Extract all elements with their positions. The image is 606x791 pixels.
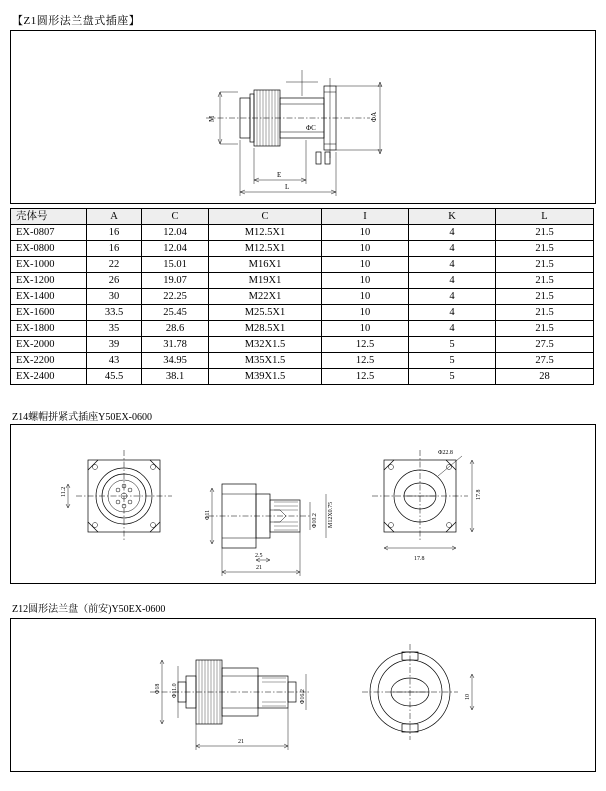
cell: EX-1000: [11, 257, 87, 273]
label-10: 10: [465, 694, 471, 700]
cell: M12.5X1: [209, 241, 322, 257]
cell: EX-1200: [11, 273, 87, 289]
label-m12x075: M12X0.75: [328, 501, 334, 528]
cell: 21.5: [496, 305, 594, 321]
cell: 4: [409, 257, 496, 273]
cell: 10: [322, 241, 409, 257]
cell: 30: [87, 289, 142, 305]
label-17-8-h: 17.8: [414, 556, 425, 562]
col-header-3: C: [209, 209, 322, 225]
cell: 4: [409, 273, 496, 289]
cell: 16: [87, 241, 142, 257]
table-row: [11, 241, 594, 257]
cell: 22: [87, 257, 142, 273]
label-21b: 21: [238, 739, 244, 745]
cell: 28.6: [142, 321, 209, 337]
cell: M16X1: [209, 257, 322, 273]
cell: 10: [322, 321, 409, 337]
cell: 10: [322, 305, 409, 321]
cell: EX-2400: [11, 369, 87, 385]
table-row: [11, 273, 594, 289]
cell: 21.5: [496, 273, 594, 289]
cell: M25.5X1: [209, 305, 322, 321]
col-header-5: K: [409, 209, 496, 225]
table-row: [11, 353, 594, 369]
cell: 45.5: [87, 369, 142, 385]
cell: 33.5: [87, 305, 142, 321]
cell: 21.5: [496, 289, 594, 305]
col-header-6: L: [496, 209, 594, 225]
label-17-8-v: 17.8: [476, 489, 482, 500]
cell: 10: [322, 273, 409, 289]
cell: 35: [87, 321, 142, 337]
label-21: 21: [256, 565, 262, 571]
label-2-5: 2.5: [255, 553, 263, 559]
cell: 28: [496, 369, 594, 385]
label-l: L: [285, 183, 290, 191]
cell: EX-0800: [11, 241, 87, 257]
table-row: [11, 369, 594, 385]
cell: M32X1.5: [209, 337, 322, 353]
section1-title: 【Z1圆形法兰盘式插座】: [12, 15, 141, 27]
cell: 4: [409, 305, 496, 321]
cell: 19.07: [142, 273, 209, 289]
table-row: [11, 289, 594, 305]
label-m: M: [208, 115, 216, 122]
z14-connector-drawing: [10, 424, 594, 582]
cell: 27.5: [496, 337, 594, 353]
cell: 43: [87, 353, 142, 369]
cell: 4: [409, 289, 496, 305]
cell: 34.95: [142, 353, 209, 369]
cell: M39X1.5: [209, 369, 322, 385]
table-row: [11, 225, 594, 241]
cell: 10: [322, 225, 409, 241]
section3-title: Z12圆形法兰盘（前安)Y50EX-0600: [12, 604, 166, 615]
cell: 16: [87, 225, 142, 241]
cell: 4: [409, 225, 496, 241]
table-row: [11, 337, 594, 353]
cell: 27.5: [496, 353, 594, 369]
label-e: E: [277, 171, 282, 179]
cell: 21.5: [496, 241, 594, 257]
cell: 15.01: [142, 257, 209, 273]
cell: 4: [409, 241, 496, 257]
cell: EX-1400: [11, 289, 87, 305]
cell: EX-2200: [11, 353, 87, 369]
cell: 12.04: [142, 225, 209, 241]
cell: M28.5X1: [209, 321, 322, 337]
label-phi-18: Φ18: [155, 683, 161, 694]
table-header-row: [11, 209, 594, 225]
label-phi-a: ΦA: [370, 111, 378, 122]
label-phi-22-8: Φ22.8: [438, 450, 453, 456]
cell: 22.25: [142, 289, 209, 305]
cell: 26: [87, 273, 142, 289]
label-phi-11-0: Φ11.0: [172, 683, 178, 698]
cell: 31.78: [142, 337, 209, 353]
cell: 21.5: [496, 321, 594, 337]
table-row: [11, 321, 594, 337]
cell: EX-2000: [11, 337, 87, 353]
col-header-2: C: [142, 209, 209, 225]
cell: 5: [409, 353, 496, 369]
cell: EX-1800: [11, 321, 87, 337]
cell: 12.5: [322, 353, 409, 369]
cell: 10: [322, 257, 409, 273]
cell: 12.04: [142, 241, 209, 257]
cell: 5: [409, 369, 496, 385]
cell: 38.1: [142, 369, 209, 385]
col-header-1: A: [87, 209, 142, 225]
connector-side-view-drawing: [10, 30, 594, 202]
cell: 12.5: [322, 369, 409, 385]
cell: 21.5: [496, 225, 594, 241]
col-header-0: 壳体号: [11, 209, 87, 225]
cell: EX-0807: [11, 225, 87, 241]
cell: 5: [409, 337, 496, 353]
cell: 12.5: [322, 337, 409, 353]
table-row: [11, 257, 594, 273]
table-row: [11, 305, 594, 321]
cell: EX-1600: [11, 305, 87, 321]
cell: 4: [409, 321, 496, 337]
cell: M35X1.5: [209, 353, 322, 369]
cell: 39: [87, 337, 142, 353]
label-phi-c: ΦC: [306, 124, 316, 132]
cell: 25.45: [142, 305, 209, 321]
cell: 10: [322, 289, 409, 305]
label-phi-10-2: Φ10.2: [312, 513, 318, 528]
spec-table: [10, 208, 594, 385]
label-phi-16-2: Φ16.2: [300, 689, 306, 704]
cell: M22X1: [209, 289, 322, 305]
col-header-4: I: [322, 209, 409, 225]
label-phi-11: Φ11: [205, 509, 211, 520]
section2-title: Z14螺帽拼紧式插座Y50EX-0600: [12, 412, 152, 423]
cell: 21.5: [496, 257, 594, 273]
label-11-2: 11.2: [61, 486, 67, 497]
cell: M12.5X1: [209, 225, 322, 241]
z12-connector-drawing: [10, 618, 594, 770]
cell: M19X1: [209, 273, 322, 289]
